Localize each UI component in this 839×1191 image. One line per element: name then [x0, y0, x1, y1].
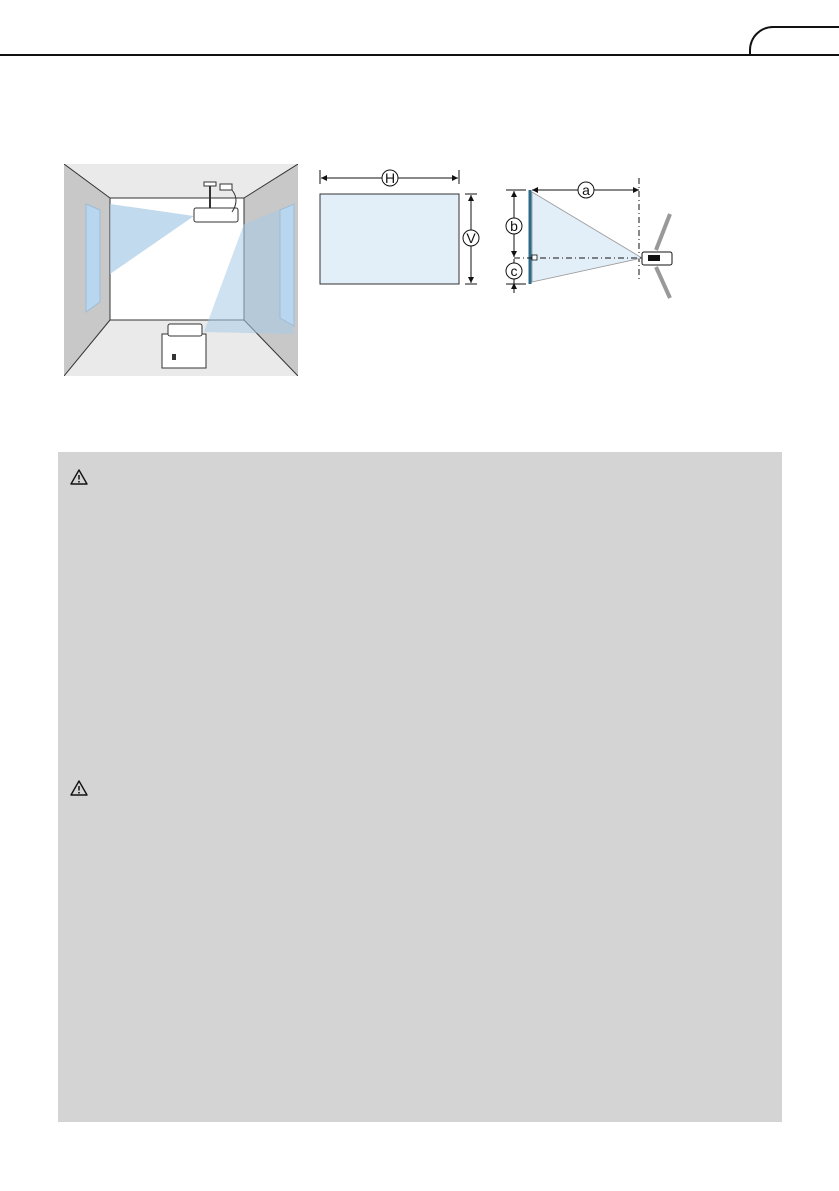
b-arrow-bottom [511, 251, 517, 257]
left-screen [86, 204, 100, 312]
table-projector-body [168, 324, 202, 336]
projection-side-diagram [500, 170, 690, 304]
screen-size-diagram [315, 164, 485, 294]
ceiling-projector-body [194, 208, 238, 222]
tilt-indicator-up [656, 214, 670, 250]
v-arrow-top [468, 195, 474, 201]
h-arrow-right [452, 175, 458, 181]
projector-lens [648, 255, 660, 261]
ceiling-mount-plate [204, 182, 216, 186]
table-outlet [172, 354, 176, 360]
right-angle-marker [532, 255, 537, 260]
ceiling-socket [220, 184, 232, 190]
right-screen [280, 204, 294, 326]
b-label: b [510, 218, 518, 234]
caution-panel [58, 452, 782, 1122]
v-arrow-bottom [468, 277, 474, 283]
tilt-indicator-down [656, 267, 670, 298]
h-label: H [384, 170, 396, 186]
header-rule [0, 54, 839, 56]
projector-table [162, 334, 206, 368]
warning-triangle-icon [70, 469, 88, 485]
a-label: a [582, 182, 590, 198]
a-arrow-right [633, 187, 639, 193]
screen-rectangle [320, 194, 459, 284]
page-corner-mark [749, 26, 839, 56]
h-arrow-left [321, 175, 327, 181]
b-arrow-top [511, 191, 517, 197]
v-label: V [466, 230, 476, 246]
c-label: c [510, 263, 518, 279]
projection-beam [532, 192, 642, 282]
room-installation-illustration [64, 164, 298, 376]
warning-triangle-icon [70, 780, 88, 796]
